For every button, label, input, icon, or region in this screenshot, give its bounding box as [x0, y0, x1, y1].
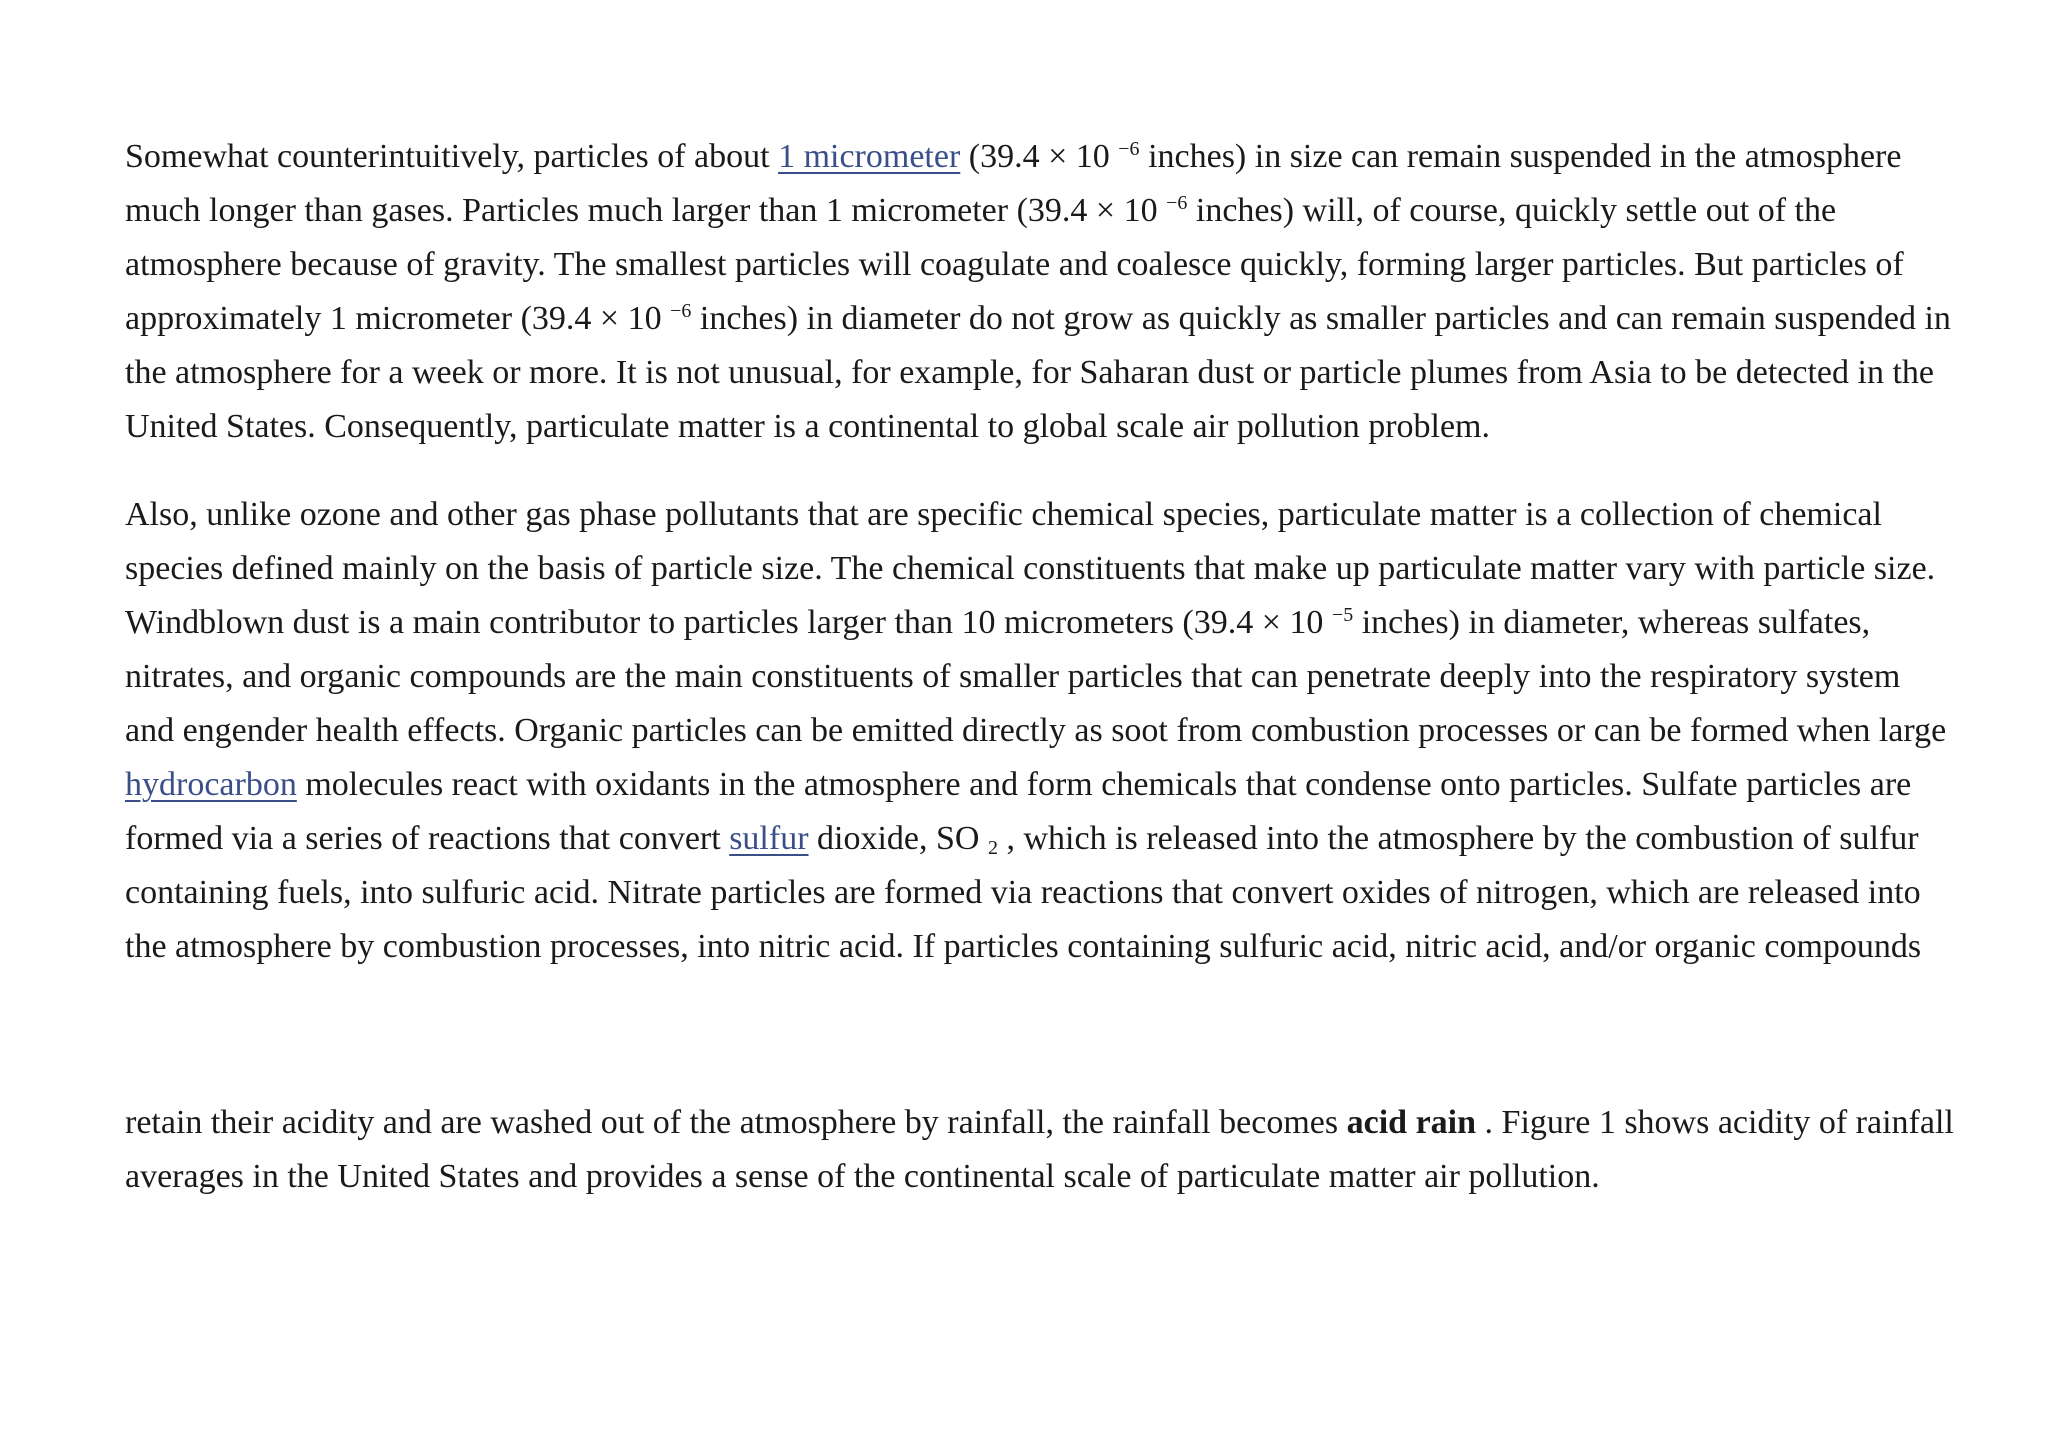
paragraph-chemical-constituents	[125, 488, 1955, 974]
text-run: , which is released into the atmosphere by the combustion of sulfur containing fuels, into sulfuric acid. Nitrate particles are formed via reactions that convert oxides of nitrogen, which are released into the atmosphere by combustion processes, into nitric acid. If particles containing sulfuric acid, nitric acid, and/or organic compounds	[125, 820, 1922, 965]
text-run: Somewhat counterintuitively, particles of about	[125, 138, 779, 175]
text-run: inches) in diameter do not grow as quickly as smaller particles and can remain suspended in the atmosphere for a week or more. It is not unusual, for example, for Saharan dust or particle plumes from Asia to be detected in the United States. Consequently, particulate matter is a continental to global scale air pollution problem.	[125, 300, 1951, 445]
text-run: molecules react with oxidants in the atmosphere and form chemicals that condense onto particles. Sulfate particles are formed via a series of reactions that convert	[125, 766, 1912, 857]
subscript: 2	[987, 837, 998, 859]
exponent: −5	[1331, 604, 1354, 626]
text-run: . Figure 1 shows acidity of rainfall averages in the United States and provides a sense of the continental scale of particulate matter air pollution.	[125, 1104, 1954, 1195]
exponent: −6	[1118, 138, 1140, 160]
text-run: inches) in diameter, whereas sulfates, nitrates, and organic compounds are the main constituents of smaller particles that can penetrate deeply into the respiratory system and engender health effects. Organic particles can be emitted directly as soot from combustion processes or can be formed when large	[125, 604, 1947, 749]
exponent: −6	[670, 300, 692, 322]
exponent: −6	[1166, 192, 1188, 214]
link-sulfur[interactable]: sulfur	[729, 820, 809, 857]
term-acid-rain: acid rain	[1346, 1104, 1477, 1141]
text-run: Also, unlike ozone and other gas phase pollutants that are specific chemical species, particulate matter is a collection of chemical species defined mainly on the basis of particle size. The chemical constituents that make up particulate matter vary with particle size. Windblown dust is a main contributor to particles larger than 10 micrometers (39.4 × 10	[125, 496, 1936, 641]
text-run: dioxide, SO	[808, 820, 988, 857]
link-micrometer[interactable]: 1 micrometer	[778, 138, 961, 175]
text-run: inches) in size can remain suspended in the atmosphere much longer than gases. Particles much larger than 1 micrometer (39.4 × 10	[125, 138, 1902, 229]
paragraph-particle-suspension	[125, 130, 1955, 454]
text-run: inches) will, of course, quickly settle out of the atmosphere because of gravity. The smallest particles will coagulate and coalesce quickly, forming larger particles. But particles of approximately 1 micrometer (39.4 × 10	[125, 192, 1904, 337]
text-run: retain their acidity and are washed out of the atmosphere by rainfall, the rainfall becomes	[125, 1104, 1347, 1141]
document-body	[125, 130, 1955, 1204]
text-run: (39.4 × 10	[960, 138, 1119, 175]
paragraph-acid-rain	[125, 1096, 1955, 1204]
link-hydrocarbon[interactable]: hydrocarbon	[125, 766, 297, 803]
